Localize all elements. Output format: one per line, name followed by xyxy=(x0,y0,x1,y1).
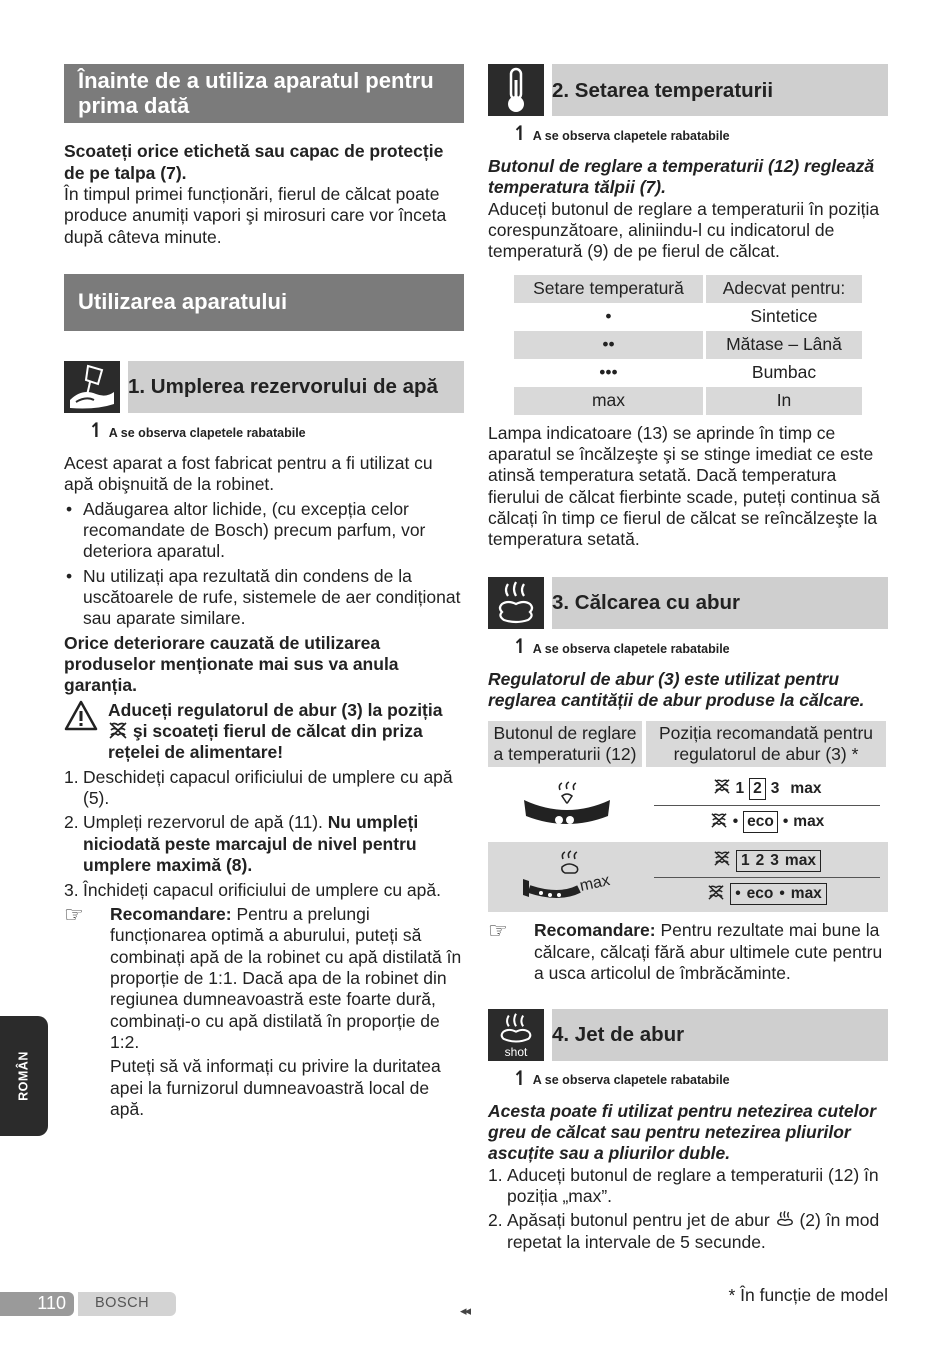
table-cell: • xyxy=(605,306,612,327)
steam-off-icon xyxy=(108,721,133,741)
table-cell: Sintetice xyxy=(703,303,862,331)
temp-para: Aduceți butonul de reglare a temperaturii în poziția corespunzătoare, aliniindu-l cu indicatorul de temperatură (9) de pe fierul de călcat. xyxy=(488,198,880,262)
fill-steps xyxy=(64,767,464,901)
steam-row-max xyxy=(488,842,888,912)
table-cell: Mătase – Lână xyxy=(703,331,862,359)
steam-off-icon xyxy=(707,884,725,906)
table-cell: In xyxy=(703,387,862,415)
section-steam-shot xyxy=(488,1009,888,1061)
water-fill-icon xyxy=(64,361,120,413)
shot-lead: Acesta poate fi utilizat pentru netezirea cutelor greu de călcat sau pentru netezirea pliurilor ascuțite sau a pliurilor duble. xyxy=(488,1100,876,1164)
table-cell: Bumbac xyxy=(703,359,862,387)
flap-arrow-icon: ↿ xyxy=(88,419,105,442)
list-item: • Nu utilizați apa rezultată din condens de la uscătoarele de rufe, sistemele de aer condiționat sau aparate similare. xyxy=(64,566,464,630)
list-item: 1. Aduceți butonul de reglare a temperaturii (12) în poziția „max”. xyxy=(488,1164,879,1206)
table-cell: •• xyxy=(514,331,703,359)
section-steam-title: 3. Călcarea cu abur xyxy=(552,577,888,629)
temperature-table xyxy=(514,275,862,415)
section-temperature-title: 2. Setarea temperaturii xyxy=(552,64,888,116)
header-usage: Utilizarea aparatului xyxy=(64,274,464,331)
warning-triangle-icon xyxy=(64,700,98,764)
steam-off-icon xyxy=(710,812,728,834)
note-flaps: ↿ A se observa clapetele rabatabile xyxy=(512,635,730,658)
steam-table-header xyxy=(488,721,886,767)
model-footnote: * În funcție de model xyxy=(728,1285,888,1305)
flap-arrow-icon: ↿ xyxy=(512,1067,529,1090)
table-cell: ••• xyxy=(599,362,618,383)
steam-option-3: 1 2 3 max xyxy=(654,844,880,877)
steam-option-4: • eco • max xyxy=(654,877,880,910)
steam-shot-button-icon xyxy=(775,1210,800,1230)
section-temperature xyxy=(488,64,888,116)
temp-after: Lampa indicatoare (13) se aprinde în timp ce aparatul se încălzeşte şi se stinge imediat ce este atinsă temperatura setată. Dacă temperatura fierului de călcat fierbinte scade, puteți continua să călcați în timp ce fierul de călcat se reîncălzeşte la temperatura setată. xyxy=(488,422,881,550)
steam-shot-icon: shot xyxy=(488,1009,544,1061)
list-item: 2. Umpleți rezervorul de apă (11). Nu umpleți niciodată peste marcajul de nivel pentru umplere maximă (8). xyxy=(64,812,419,876)
water-bullets xyxy=(64,499,464,630)
left-column xyxy=(64,64,464,1120)
steam-row-low xyxy=(488,770,888,840)
steam-off-icon xyxy=(713,778,731,800)
warning-text: Aduceți regulatorul de abur (3) la poziția şi scoateți fierul de călcat din priza rețelei de alimentare! xyxy=(108,699,443,763)
steam-option-1: 1 2 3 max xyxy=(654,772,880,805)
table-header: Poziția recomandată pentru regulatorul de abur (3) * xyxy=(644,721,886,767)
steam-off-icon xyxy=(713,850,731,872)
section-steam xyxy=(488,577,888,629)
list-item: • Adăugarea altor lichide, (cu excepția celor recomandate de Bosch) precum parfum, vor deteriora aparatul. xyxy=(64,499,464,563)
steam-iron-icon xyxy=(488,577,544,629)
flap-arrow-icon: ↿ xyxy=(512,635,529,658)
svg-text:max: max xyxy=(578,872,612,896)
temp-lead: Butonul de reglare a temperaturii (12) reglează temperatura tălpii (7). xyxy=(488,156,875,198)
steam-lead: Regulatorul de abur (3) este utilizat pentru reglarea cantității de abur produse la călcare. xyxy=(488,668,865,711)
list-item: 3. Închideți capacul orificiului de umplere cu apă. xyxy=(64,879,441,900)
section-water-fill-title: 1. Umplerea rezervorului de apă xyxy=(128,361,464,413)
pointing-hand-icon: ☞ xyxy=(488,918,508,944)
steam-option-2: • eco • max xyxy=(654,805,880,838)
table-header: Butonul de reglare a temperaturii (12) xyxy=(488,721,644,767)
list-item: 1. Deschideți capacul orificiului de umplere cu apă (5). xyxy=(64,766,453,809)
right-column xyxy=(488,64,888,1253)
dial-max-icon xyxy=(488,842,646,912)
shot-steps xyxy=(488,1165,888,1253)
pointing-hand-icon: ☞ xyxy=(64,901,84,927)
list-item: 2. Apăsați butonul pentru jet de abur (2) în mod repetat la intervale de 5 secunde. xyxy=(488,1210,880,1252)
tip-steam: ☞ Recomandare: Pentru rezultate mai bune la călcare, călcați fără abur ultimele cute pentru a usca articolul de îmbrăcăminte. xyxy=(488,918,883,984)
note-flaps: ↿ A se observa clapetele rabatabile xyxy=(512,123,730,145)
section-water-fill xyxy=(64,361,464,413)
intro-bold: Scoateți orice etichetă sau capac de protecție de pe talpa (7). xyxy=(64,141,444,183)
table-cell: max xyxy=(514,387,703,415)
flap-arrow-icon: ↿ xyxy=(512,123,529,145)
header-first-use: Înainte de a utiliza aparatul pentru prima dată xyxy=(64,64,464,123)
brand-label: BOSCH xyxy=(78,1292,176,1316)
water-para: Acest aparat a fost fabricat pentru a fi utilizat cu apă obişnuită de la robinet. xyxy=(64,452,433,495)
intro-text: În timpul primei funcționări, fierul de călcat poate produce anumiți vapori şi mirosuri care vor înceta după câteva minute. xyxy=(64,183,447,247)
thermometer-icon xyxy=(488,64,544,116)
table-header: Adecvat pentru: xyxy=(703,275,862,303)
back-arrows-icon: ◂◂ xyxy=(460,1303,470,1318)
section-steam-shot-title: 4. Jet de abur xyxy=(552,1009,888,1061)
page-number: 110 xyxy=(0,1292,74,1316)
dial-low-icon xyxy=(488,770,646,840)
guarantee-warning: Orice deteriorare cauzată de utilizarea produselor menționate mai sus va anula garanția. xyxy=(64,632,399,696)
language-tab: ROMÂN xyxy=(0,1016,48,1136)
warning-block xyxy=(64,700,464,764)
note-flaps: ↿ A se observa clapetele rabatabile xyxy=(512,1067,730,1090)
tip-water: ☞ Recomandare: Pentru a prelungi funcționarea optimă a aburului, puteți să combinați apă de la robinet cu apă distilată în proporție de 1:1. Dacă apa de la robinet din regiunea dumneavoastră este foarte dură, combinați-o cu apă distilată în proporție de 1:2. Puteți să vă informați cu privire la duritatea apei la furnizorul dumneavoastră local de apă. xyxy=(64,901,462,1119)
note-flaps: ↿ A se observa clapetele rabatabile xyxy=(88,419,306,442)
table-header: Setare temperatură xyxy=(514,275,703,303)
